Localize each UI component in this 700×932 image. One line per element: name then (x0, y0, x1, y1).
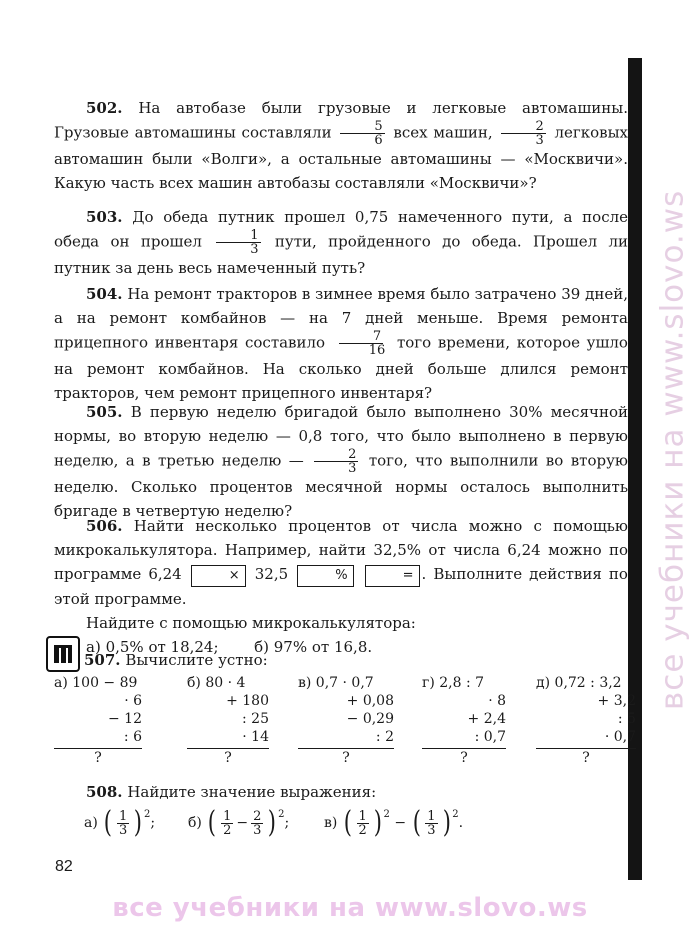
period: . (458, 815, 464, 831)
multiply-key: × (191, 565, 246, 587)
page-number: 82 (55, 858, 73, 875)
exponent: 2 (383, 809, 390, 820)
exponent: 2 (452, 809, 459, 820)
expression-a: а) ( $\frac{1}{3}$ ) 2 ; (84, 805, 156, 840)
fraction: $\frac{1}{3}$ (118, 808, 128, 838)
side-watermark: все учебники на www.slovo.ws (654, 189, 691, 711)
chain-op: · 14 (242, 729, 269, 745)
problem-507-header (84, 648, 584, 672)
chain-op: : 2 (375, 729, 394, 745)
chain-result: ? (298, 748, 394, 767)
chain-b (187, 674, 269, 767)
separator: ; (150, 815, 156, 831)
chain-op: − 0,29 (346, 711, 394, 727)
program-value: 32,5 (254, 565, 289, 583)
chain-a (54, 674, 142, 767)
exponent: 2 (278, 809, 285, 820)
problem-number: 502. (86, 99, 123, 117)
problem-title: Найдите значение выражения: (127, 783, 377, 801)
problem-number: 503. (86, 208, 123, 226)
problem-text: того времени, которое ушло на ремонт комбайнов. На сколько дней больше длился ремонт тракторов, чем ремонт прицепного инвентаря? (54, 333, 628, 402)
chain-op: : 6 (123, 729, 142, 745)
problem-title: Вычислите устно: (125, 651, 268, 669)
exponent: 2 (143, 809, 151, 820)
chain-op: + 2,4 (467, 711, 506, 727)
separator: ; (284, 815, 290, 831)
chain-result: ? (54, 748, 142, 767)
problem-506 (54, 514, 628, 659)
chain-op: · 0,7 (604, 729, 636, 745)
chain-op: · 6 (124, 693, 142, 709)
oral-exercise-icon (46, 636, 80, 672)
problem-503 (54, 205, 628, 280)
problem-number: 507. (84, 651, 121, 669)
problem-number: 505. (86, 403, 123, 421)
chain-op: : 0,7 (474, 729, 506, 745)
chain-op: : 25 (242, 711, 269, 727)
fraction: $\frac{1}{2}$ (223, 808, 232, 838)
expression-b: б) ( $\frac{1}{2}$ − $\frac{2}{3}$ ) 2 ; (188, 805, 290, 840)
problem-508-header (54, 780, 628, 804)
fraction: $\frac{2}{3}$ (501, 120, 545, 147)
problem-text: пути, пройденного до обеда. Прошел ли путник за день весь намеченный путь? (54, 232, 628, 277)
task-a: а) 0,5% от 18,24; (86, 638, 219, 656)
problem-504 (54, 282, 628, 405)
fraction: $\frac{5}{6}$ (340, 120, 384, 147)
fraction: $\frac{2}{3}$ (253, 808, 262, 838)
problem-text: В первую неделю бригадой было выполнено 30% месячной нормы, во вторую неделю — 0,8 того, что было выполнено в первую неделю, а в третью неделю — (54, 403, 628, 470)
fraction: $\frac{7}{16}$ (335, 330, 388, 357)
item-label: а) (84, 815, 98, 831)
chain-e (536, 674, 636, 767)
chain-op: − 12 (108, 711, 142, 727)
chain-start: б) 80 · 4 (187, 675, 246, 691)
chain-start: г) 2,8 : 7 (422, 675, 485, 691)
chain-result: ? (422, 748, 506, 767)
problem-text: . Выполните действия по этой программе. (54, 565, 628, 608)
problem-text: На автобазе были грузовые и легковые автомашины. Грузовые автомашины составляли (54, 99, 628, 142)
fraction: $\frac{1}{3}$ (427, 808, 436, 838)
chain-start: д) 0,72 : 3,2 (536, 675, 622, 691)
chain-result: ? (187, 748, 269, 767)
bottom-watermark: все учебники на www.slovo.ws (112, 893, 588, 923)
chain-start: а) 100 − 89 (54, 675, 138, 691)
percent-key: % (297, 565, 353, 587)
problem-number: 506. (86, 517, 123, 535)
expression-c: в) ( $\frac{1}{2}$ ) 2 − ( $\frac{1}{3}$ ) 2 . (324, 805, 464, 840)
minus-sign: − (394, 815, 407, 831)
problem-text: всех машин, (393, 123, 493, 142)
chain-c (298, 674, 394, 767)
chain-result: ? (536, 748, 636, 767)
item-label: б) (188, 815, 202, 831)
chain-op: + 3,2 (597, 693, 636, 709)
problem-number: 508. (86, 783, 123, 801)
problem-text: Найти несколько процентов от числа можно с помощью микрокалькулятора. Например, найти 32,5% от числа 6,24 можно по программе (54, 517, 628, 583)
problem-number: 504. (86, 285, 123, 303)
problem-text: Найдите с помощью микрокалькулятора: (86, 614, 416, 632)
chain-d (422, 674, 506, 767)
fraction: $\frac{2}{3}$ (314, 448, 358, 475)
fraction: $\frac{1}{2}$ (358, 808, 367, 838)
chain-op: + 180 (226, 693, 269, 709)
chain-op: + 0,08 (346, 693, 394, 709)
chain-op: : 5 (617, 711, 636, 727)
program-value: 6,24 (148, 565, 182, 583)
fraction: $\frac{1}{3}$ (216, 229, 260, 256)
chain-start: в) 0,7 · 0,7 (298, 675, 374, 691)
problem-text: того, что выполнили во вторую неделю. Сколько процентов месячной нормы осталось выполнить бригаде в четвертую неделю? (54, 451, 628, 520)
minus-sign: − (236, 815, 249, 831)
equals-key: = (365, 565, 420, 587)
item-label: в) (324, 815, 338, 831)
task-b: б) 97% от 16,8. (254, 638, 373, 656)
problem-text: легковых автомашин были «Волги», а остальные автомашины — «Москвичи». Какую часть всех машин автобазы составляли «Москвичи»? (54, 123, 628, 192)
chain-op: · 8 (488, 693, 506, 709)
problem-505 (54, 400, 628, 523)
problem-text: На ремонт тракторов в зимнее время было затрачено 39 дней, а на ремонт комбайнов — на 7 дней меньше. Время ремонта прицепного инвентаря составило (54, 285, 628, 352)
problem-text: До обеда путник прошел 0,75 намеченного пути, а после обеда он прошел (54, 208, 628, 251)
problem-502 (54, 96, 628, 195)
